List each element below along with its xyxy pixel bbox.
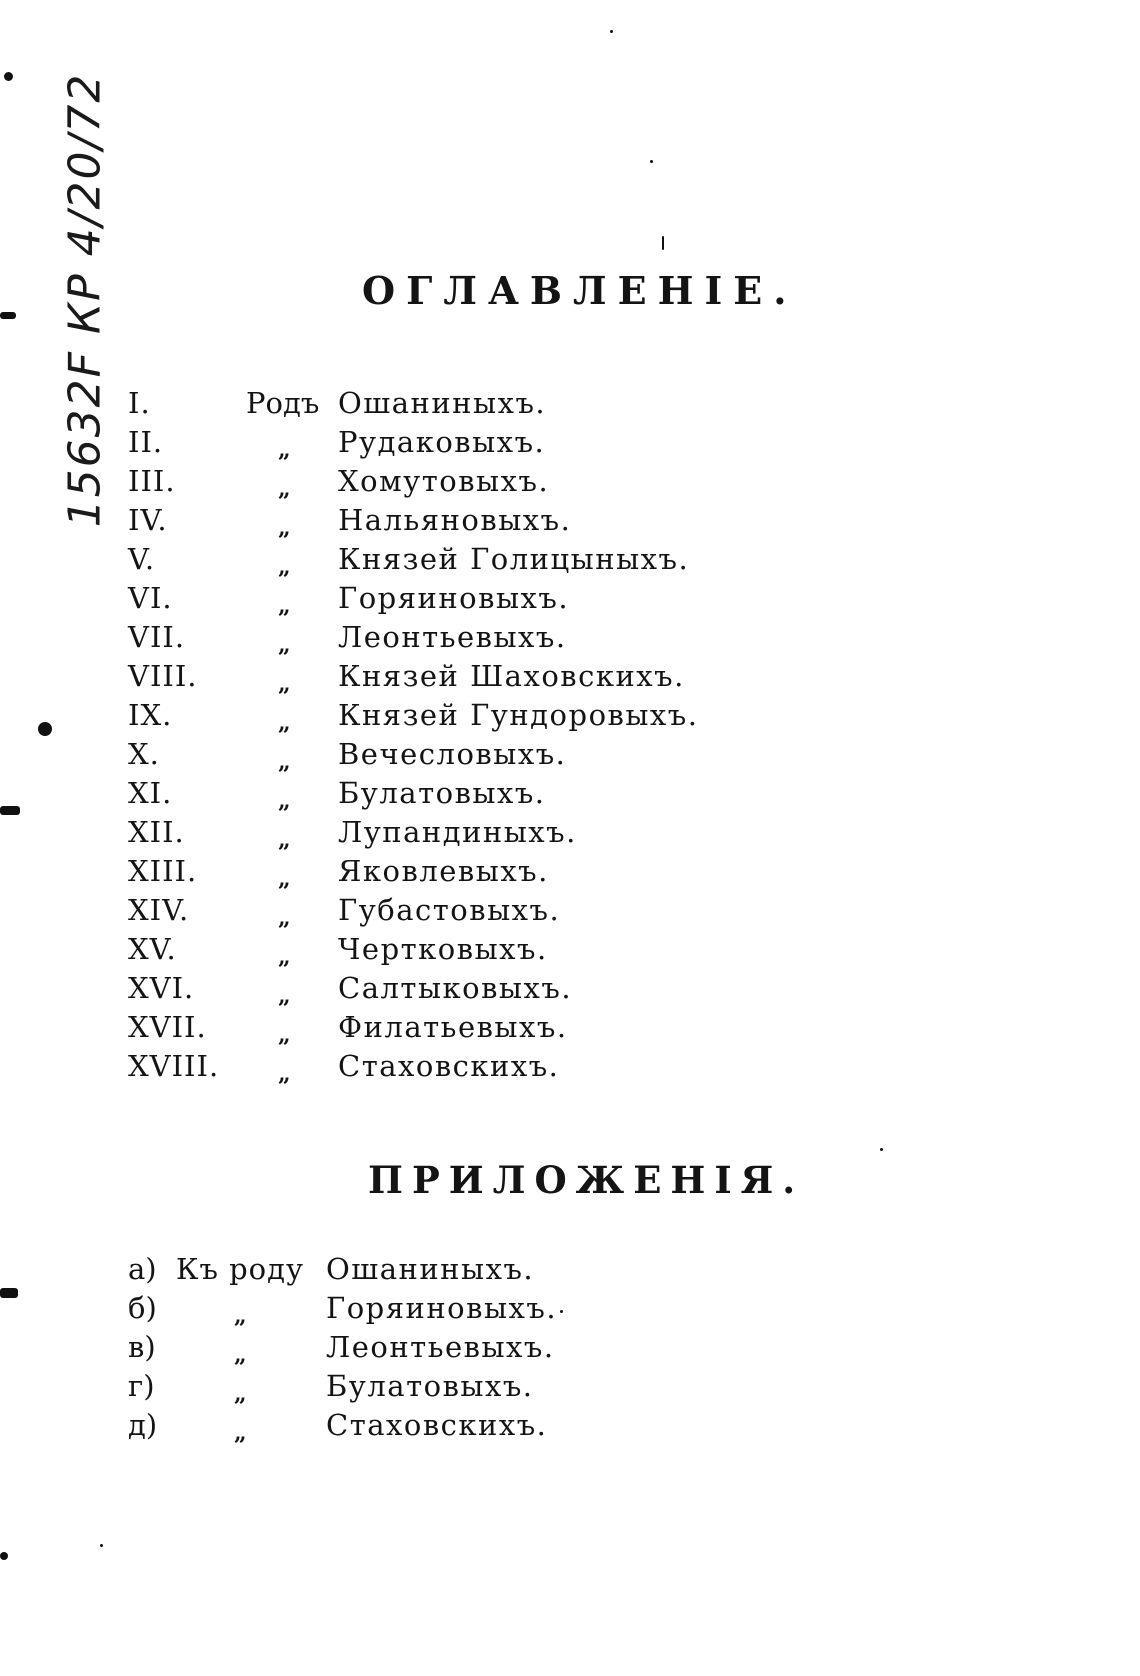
scan-speck bbox=[100, 1544, 103, 1547]
appendix-prefix: Къ роду bbox=[176, 1252, 305, 1286]
toc-family-name: Филатьевыхъ. bbox=[338, 1010, 568, 1044]
appendix-entry bbox=[128, 1367, 728, 1406]
toc-entry bbox=[128, 969, 888, 1008]
appendix-entry bbox=[128, 1328, 728, 1367]
toc-family-name: Ошаниныхъ. bbox=[338, 386, 547, 420]
handwritten-catalog-mark: 15632F КР 4/20/72 bbox=[59, 72, 111, 528]
ditto-mark: „ bbox=[278, 749, 291, 775]
scan-speck bbox=[0, 312, 16, 319]
toc-family-name: Леонтьевыхъ. bbox=[338, 620, 567, 654]
scan-speck bbox=[0, 1288, 18, 1298]
scan-speck bbox=[650, 160, 653, 163]
toc-family-name: Стаховскихъ. bbox=[338, 1049, 560, 1083]
toc-prefix: Родъ bbox=[246, 386, 320, 420]
ditto-mark: „ bbox=[234, 1342, 247, 1368]
toc-family-name: Горяиновыхъ. bbox=[338, 581, 570, 615]
ditto-mark: „ bbox=[278, 866, 291, 892]
ditto-mark: „ bbox=[278, 1022, 291, 1048]
toc-entry bbox=[128, 696, 888, 735]
ditto-mark: „ bbox=[278, 593, 291, 619]
toc-numeral: XIV. bbox=[128, 893, 190, 927]
scan-speck bbox=[38, 722, 52, 736]
toc-family-name: Князей Голицыныхъ. bbox=[338, 542, 690, 576]
ditto-mark: „ bbox=[278, 671, 291, 697]
toc-family-name: Нальяновыхъ. bbox=[338, 503, 572, 537]
scan-speck bbox=[610, 30, 613, 33]
toc-entry bbox=[128, 423, 888, 462]
appendix-family-name: Горяиновыхъ. bbox=[326, 1291, 558, 1325]
scan-speck bbox=[0, 1552, 8, 1560]
appendix-family-name: Стаховскихъ. bbox=[326, 1408, 548, 1442]
toc-numeral: IX. bbox=[128, 698, 173, 732]
appendix-family-name: Булатовыхъ. bbox=[326, 1369, 534, 1403]
appendix-entry bbox=[128, 1250, 728, 1289]
toc-numeral: IV. bbox=[128, 503, 168, 537]
ditto-mark: „ bbox=[278, 983, 291, 1009]
toc-entry bbox=[128, 540, 888, 579]
appendix-entry bbox=[128, 1289, 728, 1328]
ditto-mark: „ bbox=[234, 1381, 247, 1407]
toc-family-name: Князей Гундоровыхъ. bbox=[338, 698, 699, 732]
toc-family-name: Салтыковыхъ. bbox=[338, 971, 573, 1005]
toc-numeral: XV. bbox=[128, 932, 177, 966]
toc-family-name: Чертковыхъ. bbox=[338, 932, 548, 966]
appendix-title: ПРИЛОЖЕНIЯ. bbox=[368, 1158, 805, 1202]
ditto-mark: „ bbox=[278, 710, 291, 736]
toc-family-name: Лупандиныхъ. bbox=[338, 815, 577, 849]
scan-speck bbox=[880, 1148, 883, 1151]
toc-family-name: Вечесловыхъ. bbox=[338, 737, 567, 771]
toc-numeral: XVI. bbox=[128, 971, 195, 1005]
toc-numeral: II. bbox=[128, 425, 164, 459]
toc-family-name: Рудаковыхъ. bbox=[338, 425, 546, 459]
appendix-letter: д) bbox=[128, 1408, 158, 1442]
ditto-mark: „ bbox=[278, 944, 291, 970]
appendix-letter: г) bbox=[128, 1369, 155, 1403]
ditto-mark: „ bbox=[278, 515, 291, 541]
ditto-mark: „ bbox=[278, 476, 291, 502]
appendix-letter: а) bbox=[128, 1252, 157, 1286]
toc-numeral: VIII. bbox=[128, 659, 198, 693]
ditto-mark: „ bbox=[278, 1061, 291, 1087]
ditto-mark: „ bbox=[278, 437, 291, 463]
scan-speck bbox=[662, 236, 664, 250]
toc-entry bbox=[128, 462, 888, 501]
toc-numeral: X. bbox=[128, 737, 160, 771]
toc-numeral: VI. bbox=[128, 581, 173, 615]
scan-speck bbox=[0, 806, 20, 815]
toc-numeral: XI. bbox=[128, 776, 173, 810]
toc-family-name: Булатовыхъ. bbox=[338, 776, 546, 810]
toc-entry bbox=[128, 384, 888, 423]
toc-numeral: XII. bbox=[128, 815, 185, 849]
toc-entry bbox=[128, 501, 888, 540]
page-title: ОГЛАВЛЕНIЕ. bbox=[362, 268, 798, 313]
toc-numeral: XVIII. bbox=[128, 1049, 220, 1083]
toc-numeral: III. bbox=[128, 464, 176, 498]
toc-entry bbox=[128, 852, 888, 891]
ditto-mark: „ bbox=[278, 905, 291, 931]
table-of-contents bbox=[128, 384, 888, 1086]
toc-family-name: Губастовыхъ. bbox=[338, 893, 561, 927]
ditto-mark: „ bbox=[278, 554, 291, 580]
toc-entry bbox=[128, 891, 888, 930]
toc-entry bbox=[128, 1008, 888, 1047]
toc-numeral: VII. bbox=[128, 620, 186, 654]
ditto-mark: „ bbox=[278, 632, 291, 658]
toc-entry bbox=[128, 1047, 888, 1086]
scan-speck bbox=[4, 72, 13, 81]
appendix-letter: в) bbox=[128, 1330, 156, 1364]
toc-entry bbox=[128, 813, 888, 852]
ditto-mark: „ bbox=[234, 1303, 247, 1329]
appendix-letter: б) bbox=[128, 1291, 157, 1325]
toc-numeral: XIII. bbox=[128, 854, 198, 888]
ditto-mark: „ bbox=[234, 1420, 247, 1446]
toc-entry bbox=[128, 657, 888, 696]
toc-family-name: Яковлевыхъ. bbox=[338, 854, 549, 888]
toc-entry bbox=[128, 735, 888, 774]
toc-entry bbox=[128, 579, 888, 618]
toc-entry bbox=[128, 774, 888, 813]
toc-family-name: Хомутовыхъ. bbox=[338, 464, 550, 498]
appendix-family-name: Ошаниныхъ. bbox=[326, 1252, 535, 1286]
toc-numeral: XVII. bbox=[128, 1010, 207, 1044]
appendix-family-name: Леонтьевыхъ. bbox=[326, 1330, 555, 1364]
appendix-entry bbox=[128, 1406, 728, 1445]
appendix-list bbox=[128, 1250, 728, 1445]
toc-entry bbox=[128, 618, 888, 657]
toc-entry bbox=[128, 930, 888, 969]
toc-family-name: Князей Шаховскихъ. bbox=[338, 659, 685, 693]
ditto-mark: „ bbox=[278, 788, 291, 814]
toc-numeral: V. bbox=[128, 542, 156, 576]
toc-numeral: I. bbox=[128, 386, 151, 420]
ditto-mark: „ bbox=[278, 827, 291, 853]
